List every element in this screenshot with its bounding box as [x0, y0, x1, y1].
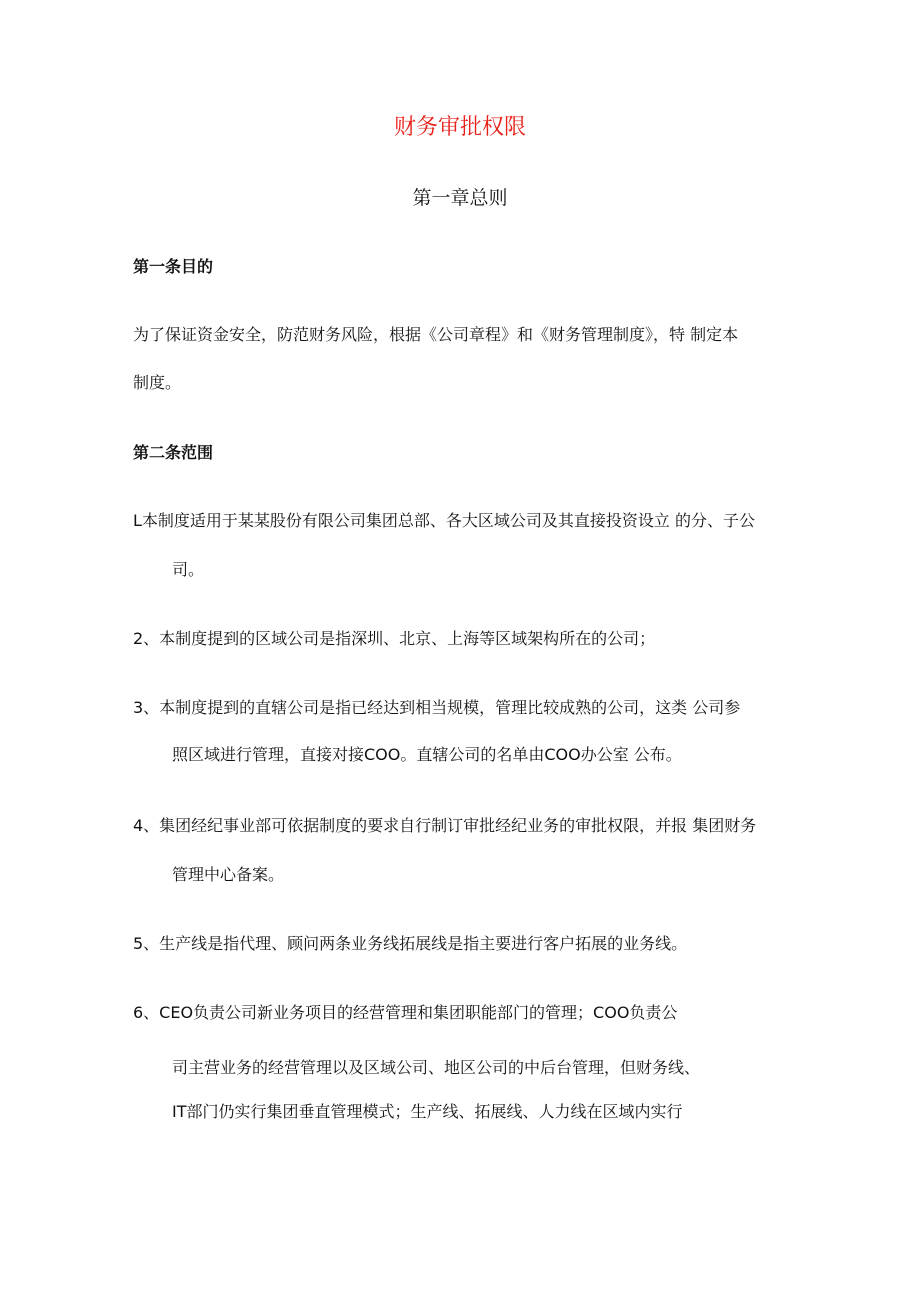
list-item-line: 照区域进行管理，直接对接COO。直辖公司的名单由COO办公室 公布。 [172, 745, 682, 764]
list-item-line: 3、本制度提到的直辖公司是指已经达到相当规模，管理比较成熟的公司，这类 公司参 [133, 698, 741, 717]
list-item-line: IT部门仍实行集团垂直管理模式；生产线、拓展线、人力线在区域内实行 [172, 1102, 683, 1121]
list-item-line: 司主营业务的经营管理以及区域公司、地区公司的中后台管理，但财务线、 [172, 1058, 701, 1077]
list-item-line: 6、CEO负责公司新业务项目的经营管理和集团职能部门的管理；COO负责公 [133, 1003, 678, 1022]
document-title: 财务审批权限 [393, 115, 526, 140]
list-item-line: 5、生产线是指代理、顾问两条业务线拓展线是指主要进行客户拓展的业务线。 [133, 934, 688, 953]
chapter-title: 第一章总则 [412, 187, 508, 209]
list-item-line: 管理中心备案。 [172, 865, 285, 884]
list-item-line: L本制度适用于某某股份有限公司集团总部、各大区域公司及其直接投资设立 的分、子公 [133, 511, 756, 530]
list-item-line: 2、本制度提到的区域公司是指深圳、北京、上海等区域架构所在的公司； [133, 629, 656, 648]
list-item-line: 司。 [172, 560, 205, 579]
paragraph-line: 制度。 [133, 373, 182, 392]
section-heading: 第一条目的 [133, 257, 214, 276]
paragraph-line: 为了保证资金安全，防范财务风险，根据《公司章程》和《财务管理制度》，特 制定本 [133, 325, 739, 344]
section-heading: 第二条范围 [133, 443, 214, 462]
list-item-line: 4、集团经纪事业部可依据制度的要求自行制订审批经纪业务的审批权限，并报 集团财务 [133, 816, 757, 835]
